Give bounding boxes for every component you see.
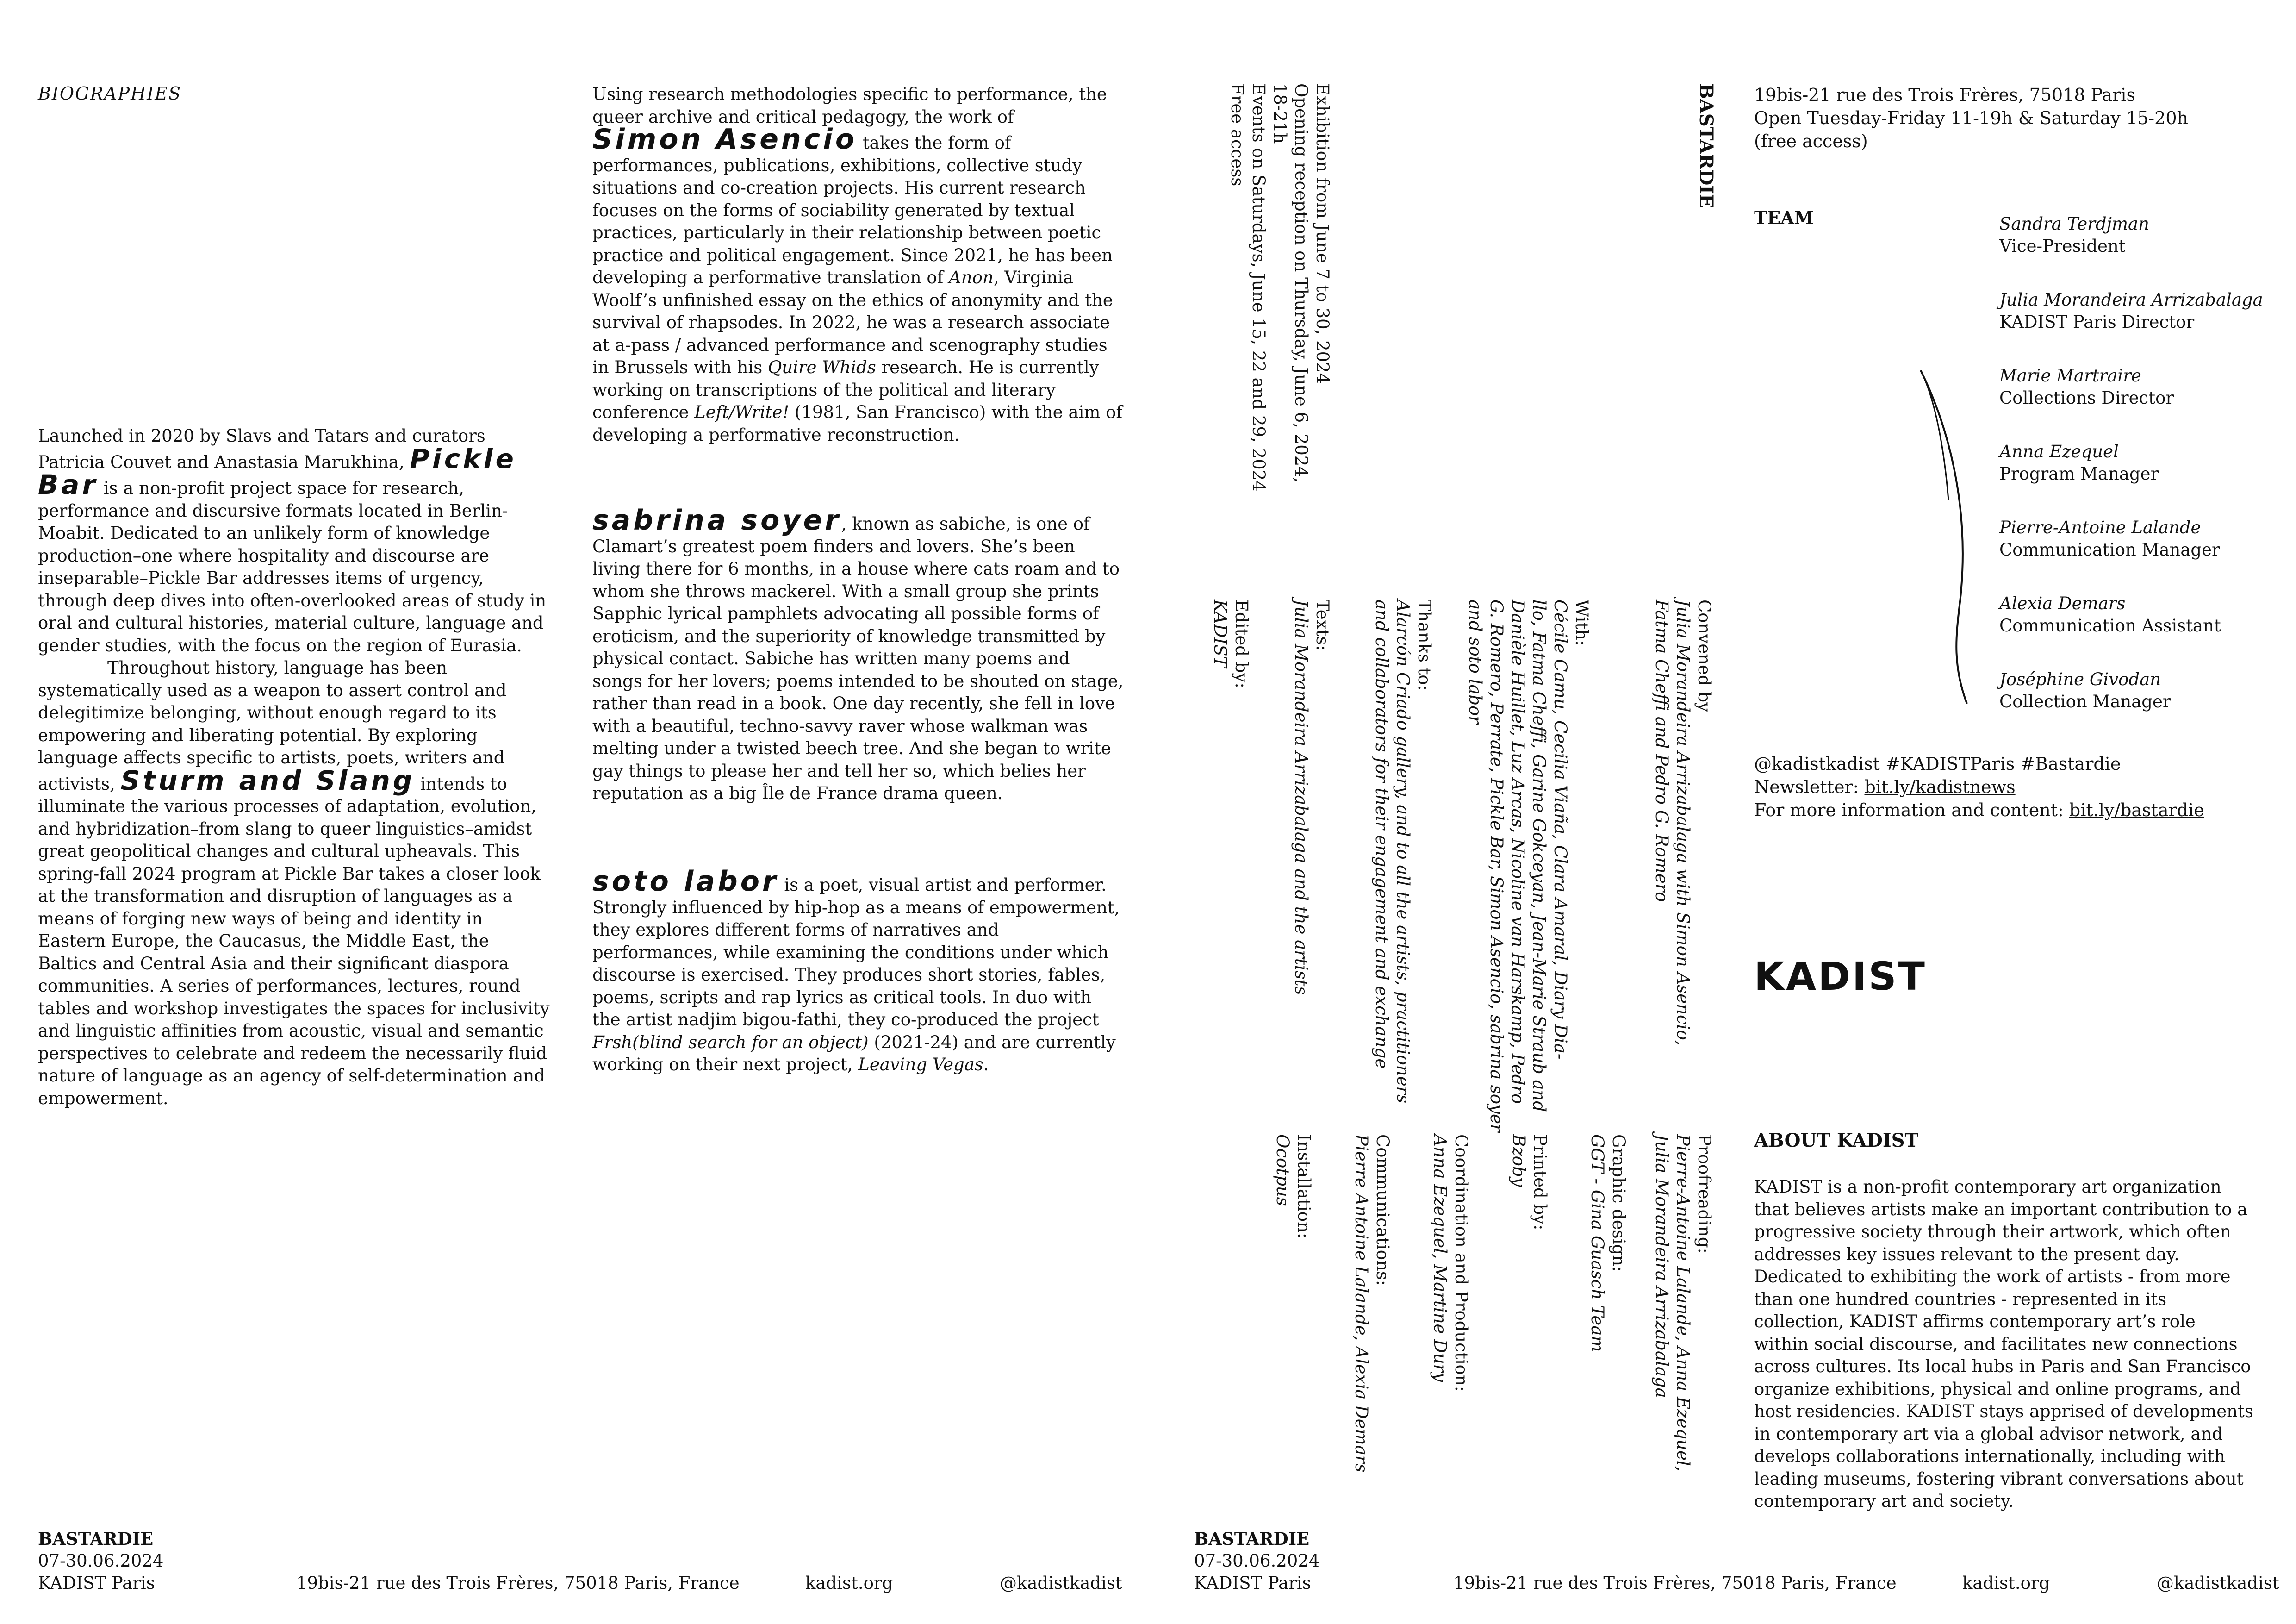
soto-end: .: [983, 1055, 989, 1074]
printed-label: Printed by:: [1530, 1134, 1550, 1230]
pickle-bar-name: Pickle Bar: [38, 443, 516, 500]
left-write-title: Left/Write!: [694, 402, 790, 422]
comm-line-1: Pierre Antoine Lalande, Alexia Demars: [1351, 1134, 1371, 1473]
printed-line-1: Bzoby: [1509, 1134, 1529, 1187]
with-label: With:: [1572, 600, 1592, 646]
coord-label: Coordination and Production:: [1451, 1134, 1471, 1392]
proofreading-credits: [1651, 1134, 1715, 1471]
team-member-name: Joséphine Givodan: [1999, 669, 2161, 689]
social-links: [1754, 752, 2204, 822]
team-member-role: Program Manager: [1999, 464, 2159, 484]
more-info-link[interactable]: bit.ly/bastardie: [2069, 800, 2204, 820]
footer-left-address: 19bis-21 rue des Trois Frères, 75018 Paris, France: [296, 1573, 740, 1593]
team-member: [1999, 517, 2277, 561]
team-member-name: Sandra Terdjman: [1999, 214, 2149, 234]
exhibition-info: [1226, 83, 1333, 492]
leaving-vegas-title: Leaving Vegas: [858, 1055, 983, 1074]
proof-line-2: Julia Morandeira Arrizabalaga: [1652, 1134, 1672, 1398]
team-member: [1999, 441, 2277, 485]
convened-line-2: Fatma Cheffi and Pedro G. Romero: [1652, 600, 1672, 902]
social-tags: @kadistkadist #KADISTParis #Bastardie: [1754, 754, 2121, 774]
sabrina-rest: , known as sabiche, is one of Clamart’s greatest poem finders and lovers. She’s been living there for 6 months, in a house where cats roam and to whom she throws mackerel. With a small group she prints Sapphic lyrical pamphlets advocating all possible forms of eroticism, and the superiority of knowledge transmitted by physical contact. Sabiche has written many poems and songs for her lovers; poems intended to be shouted on stage, rather than read in a book. One day recently, she fell in love with a beautiful, techno-savvy raver whose walkman was melting under a twisted beech tree. And she began to write gay things to please her and tell her so, which belies her reputation as a big Île de France drama queen.: [592, 514, 1124, 803]
team-member-name: Alexia Demars: [1999, 593, 2126, 613]
thanks-line-1: Alarcón Criado gallery, and to all the artists, practitioners: [1393, 600, 1413, 1104]
anon-title: Anon: [949, 268, 994, 287]
footer-left-handle[interactable]: @kadistkadist: [1000, 1573, 1122, 1593]
team-member-role: Collections Director: [1999, 388, 2174, 408]
team-member: [1999, 593, 2277, 637]
sturm-intro: Throughout history, language has been systematically used as a weapon to assert control and delegitimize belonging, without enough regard to its empowering and liberating potential. By exploring language affects specific to artists, poets, writers and activists,: [38, 658, 507, 794]
with-line-4: G. Romero, Perrate, Pickle Bar, Simon Asencio, sabrina soyer: [1487, 600, 1506, 1132]
about-kadist-heading: ABOUT KADIST: [1754, 1130, 1919, 1151]
team-member-role: Communication Assistant: [1999, 616, 2221, 636]
footer-right-address: 19bis-21 rue des Trois Frères, 75018 Paris, France: [1453, 1573, 1897, 1593]
simon-rest-2: , Virginia Woolf’s unfinished essay on the ethics of anonymity and the survival of rhapsodes. In 2022, he was a research associate at a-pass / advanced performance and scenography studies in Brussels with his: [592, 268, 1113, 377]
with-line-3: Danièle Huillet, Luz Arcas, Nicoline van Harskamp, Pedro: [1508, 600, 1528, 1104]
comm-label: Communications:: [1373, 1134, 1393, 1286]
simon-rest-4: (1981, San Francisco) with the aim of developing a performative reconstruction.: [592, 402, 1123, 445]
graphic-label: Graphic design:: [1609, 1134, 1629, 1272]
exhibition-dates: Exhibition from June 7 to 30, 2024: [1313, 83, 1332, 384]
soto-labor-bio: [592, 865, 1125, 1076]
graphic-credits: [1587, 1134, 1629, 1352]
edited-credits: [1209, 600, 1252, 688]
footer-right-handle[interactable]: @kadistkadist: [2157, 1573, 2279, 1593]
simon-rest-3: research. He is currently working on transcriptions of the political and literary conference: [592, 357, 1099, 422]
footer-dates: 07-30.06.2024: [38, 1551, 164, 1571]
events-dates: Events on Saturdays, June 15, 22 and 29, 2024: [1249, 83, 1269, 492]
convened-label: Convened by: [1694, 600, 1714, 712]
soto-rest-1: is a poet, visual artist and performer. Strongly influenced by hip-hop as a means of empowerment, they explores different forms of narratives and performances, while examining the conditions under which discourse is exercised. They produces short stories, fables, poems, scripts and rap lyrics as critical tools. In duo with the artist nadjim bigou-fathi, they co-produced the project: [592, 875, 1120, 1030]
newsletter-row: [1754, 775, 2204, 799]
footer-left-title-block: [38, 1528, 163, 1594]
decorative-flourish: [1916, 361, 1990, 713]
texts-label: Texts:: [1313, 600, 1332, 651]
footer-venue: KADIST Paris: [38, 1573, 155, 1593]
team-member-name: Anna Ezequel: [1999, 442, 2119, 462]
venue-address: 19bis-21 rue des Trois Frères, 75018 Paris: [1754, 85, 2135, 105]
with-line-5: and soto labor: [1465, 600, 1485, 725]
team-member: [1999, 668, 2277, 713]
more-info-label: For more information and content:: [1754, 800, 2069, 820]
team-member-role: KADIST Paris Director: [1999, 312, 2195, 332]
opening-line-1: Opening reception on Thursday, June 6, 2024,: [1291, 83, 1311, 483]
printed-credits: [1508, 1134, 1550, 1230]
coord-line-1: Anna Ezequel, Martine Dury: [1430, 1134, 1450, 1382]
soto-rest-2: (2021-24) and are currently working on their next project,: [592, 1032, 1116, 1074]
thanks-line-2: and collaborators for their engagement and exchange: [1372, 600, 1392, 1069]
pickle-bar-rest: is a non-profit project space for research, performance and discursive formats located in Berlin-Moabit. Dedicated to an unlikely form of knowledge production–one where hospitality and discourse are inseparable–Pickle Bar addresses items of urgency, through deep dives into often-overlooked areas of study in oral and cultural histories, material culture, language and gender studies, with the focus on the region of Eurasia.: [38, 478, 547, 656]
pickle-bar-intro: Launched in 2020 by Slavs and Tatars and curators Patricia Couvet and Anastasia Marukhina,: [38, 426, 485, 472]
install-line-1: Ocotpus: [1273, 1134, 1293, 1206]
footer-dates: 07-30.06.2024: [1194, 1551, 1320, 1571]
with-credits: [1464, 600, 1592, 1132]
sabrina-soyer-bio: [592, 504, 1125, 805]
team-member-name: Julia Morandeira Arrizabalaga: [1999, 290, 2263, 310]
footer-right-site[interactable]: kadist.org: [1962, 1573, 2050, 1593]
kadist-logo: KADIST: [1754, 954, 1927, 999]
graphic-line-1: GGT - Gina Guasch Team: [1587, 1134, 1607, 1352]
thanks-credits: [1371, 600, 1435, 1103]
sturm-rest: intends to illuminate the various processes of adaptation, evolution, and hybridization–from slang to queer linguistics–amidst great geopolitical changes and cultural upheavals. This spring-fall 2024 program at Pickle Bar takes a closer look at the transformation and disruption of languages as a means of forging new ways of being and identity in Eastern Europe, the Caucasus, the Middle East, the Baltics and Central Asia and their significant diaspora communities. A series of performances, lectures, round tables and workshop investigates the spaces for inclusivity and linguistic affinities from acoustic, visual and semantic perspectives to celebrate and redeem the necessarily fluid nature of language as an agency of self-determination and empowerment.: [38, 774, 550, 1108]
texts-line-1: Julia Morandeira Arrizabalaga and the artists: [1291, 600, 1311, 995]
team-member-name: Pierre-Antoine Lalande: [1999, 518, 2201, 537]
footer-venue: KADIST Paris: [1194, 1573, 1311, 1593]
team-list: [1999, 213, 2277, 744]
simon-asencio-name: Simon Asencio: [592, 123, 858, 156]
about-kadist-text: KADIST is a non-profit contemporary art organization that believes artists make an important contribution to a progressive society through their artwork, which often addresses key issues relevant to the present day. Dedicated to exhibiting the work of artists - from more than one hundred countries - represented in its collection, KADIST affirms contemporary art’s role within social discourse, and facilitates new connections across cultures. Its local hubs in Paris and San Francisco organize exhibitions, physical and online programs, and host residencies. KADIST stays apprised of developments in contemporary art via a global advisor network, and develops collaborations internationally, including with leading museums, fostering vibrant conversations about contemporary art and society.: [1754, 1177, 2253, 1511]
team-member-role: Communication Manager: [1999, 540, 2220, 560]
sabrina-soyer-name: sabrina soyer: [592, 504, 841, 537]
with-line-2: llo, Fatma Cheffi, Garine Gokceyan, Jean-Marie Straub and: [1529, 600, 1549, 1112]
team-member: [1999, 365, 2277, 409]
simon-asencio-bio: [592, 83, 1125, 446]
communications-credits: [1350, 1134, 1393, 1472]
thanks-label: Thanks to:: [1414, 600, 1434, 691]
coordination-credits: [1429, 1134, 1472, 1392]
opening-line-2: 18-21h: [1270, 83, 1290, 144]
team-member: [1999, 289, 2277, 333]
footer-title: BASTARDIE: [1194, 1529, 1310, 1549]
convened-credits: [1651, 600, 1715, 1046]
quire-whids-title: Quire Whids: [767, 357, 876, 377]
soto-labor-name: soto labor: [592, 865, 779, 898]
team-member: [1999, 213, 2277, 257]
edited-line-1: KADIST: [1210, 600, 1230, 668]
texts-credits: [1290, 600, 1333, 995]
convened-line-1: Julia Morandeira Arrizabalaga with Simon Asencio,: [1673, 600, 1693, 1046]
proof-line-1: Pierre-Antoine Lalande, Anna Ezequel,: [1673, 1134, 1693, 1472]
biographies-heading: BIOGRAPHIES: [38, 83, 181, 104]
sturm-and-slang-name: Sturm and Slang: [120, 764, 415, 796]
free-access-note: (free access): [1754, 131, 1868, 151]
venue-info: [1754, 83, 2188, 153]
footer-left-site[interactable]: kadist.org: [805, 1573, 893, 1593]
pickle-bar-bio: [38, 425, 552, 1110]
installation-credits: [1272, 1134, 1314, 1238]
free-access: Free access: [1227, 83, 1247, 187]
more-info-row: [1754, 799, 2204, 822]
install-label: Installation:: [1294, 1134, 1314, 1239]
team-member-name: Marie Martraire: [1999, 366, 2141, 386]
with-line-1: Cécile Camu, Cecilia Viaña, Clara Amaral, Diary Dia-: [1550, 600, 1570, 1060]
frsh-project-title: Frsh(blind search for an object): [592, 1032, 869, 1052]
proof-label: Proofreading:: [1694, 1134, 1714, 1254]
team-member-role: Vice-President: [1999, 236, 2126, 256]
footer-title: BASTARDIE: [38, 1529, 154, 1549]
footer-right-title-block: [1194, 1528, 1319, 1594]
newsletter-label: Newsletter:: [1754, 777, 1865, 797]
team-heading: TEAM: [1754, 207, 1814, 228]
edited-label: Edited by:: [1232, 600, 1251, 688]
team-member-role: Collection Manager: [1999, 692, 2171, 712]
bastardie-vertical-title: BASTARDIE: [1695, 83, 1717, 208]
team-container: [1999, 213, 2277, 713]
newsletter-link[interactable]: bit.ly/kadistnews: [1864, 777, 2016, 797]
simon-rest-1: takes the form of performances, publications, exhibitions, collective study situations and co-creation projects. His current research focuses on the forms of sociability generated by textual practices, particularly in their relationship between poetic practice and political engagement. Since 2021, he has been developing a performative translation of: [592, 133, 1113, 287]
opening-hours: Open Tuesday-Friday 11-19h & Saturday 15-20h: [1754, 108, 2188, 128]
simon-intro: Using research methodologies specific to performance, the queer archive and critical pedagogy, the work of: [592, 84, 1107, 127]
